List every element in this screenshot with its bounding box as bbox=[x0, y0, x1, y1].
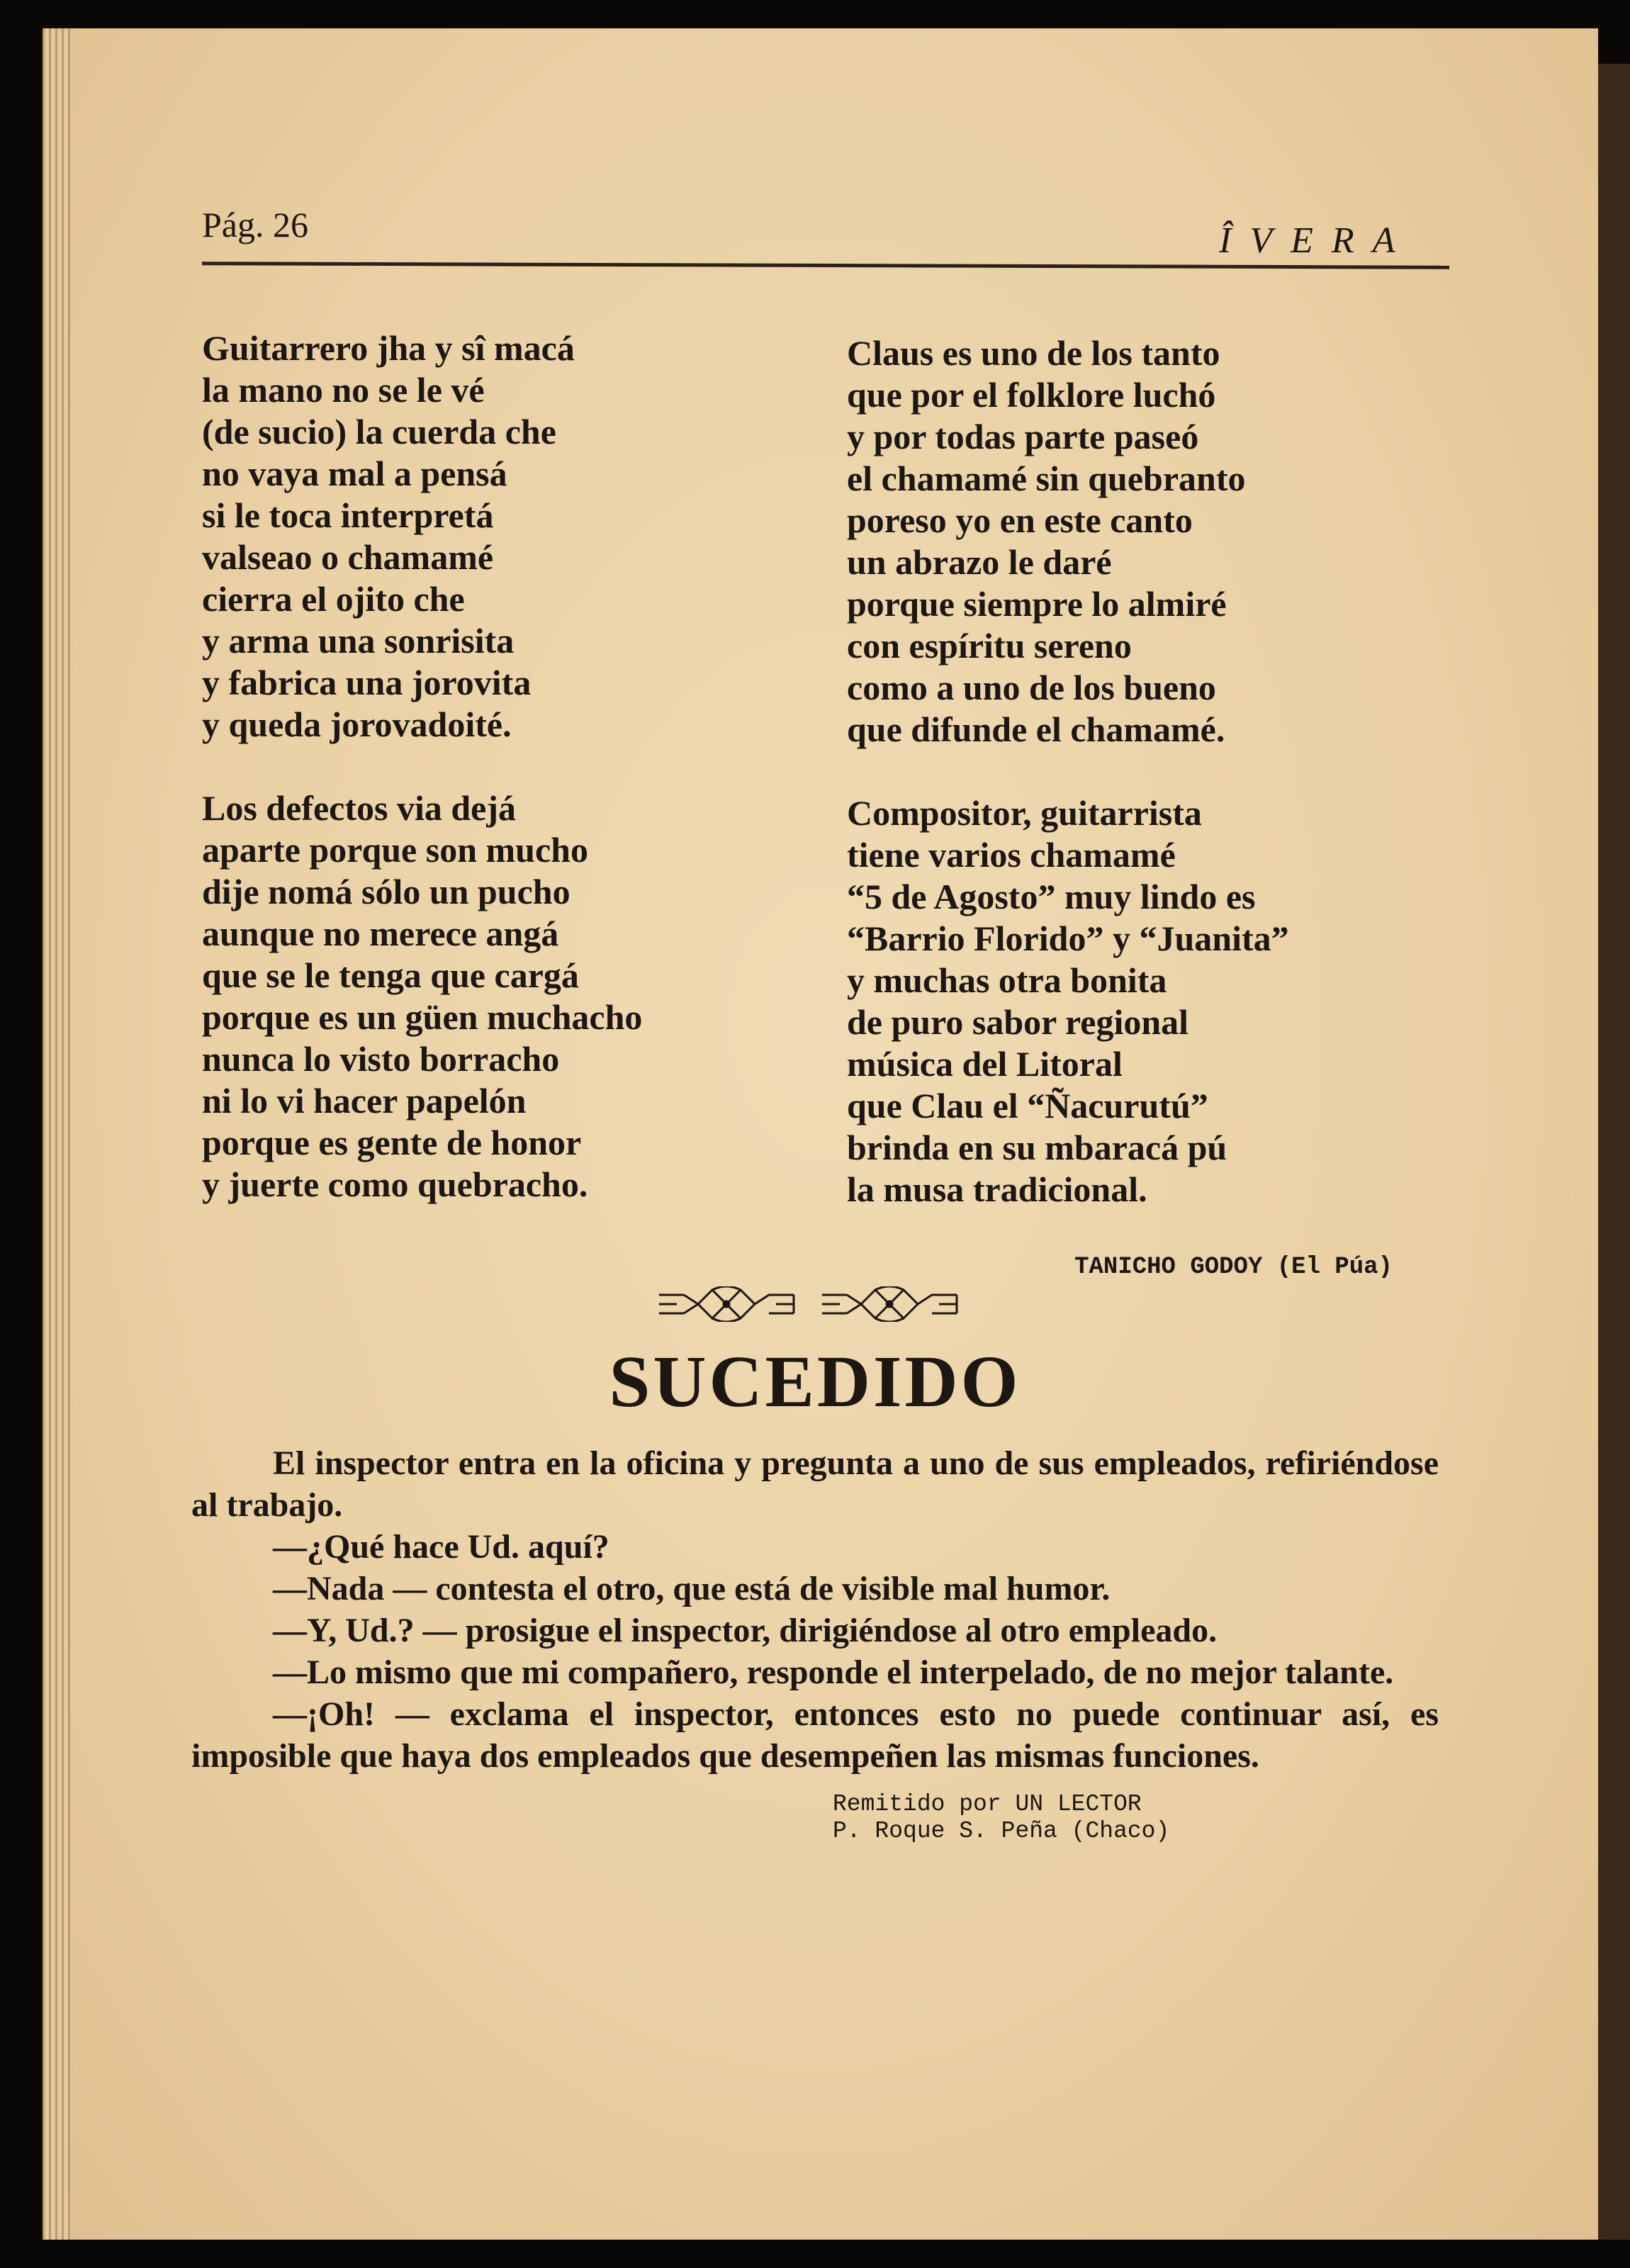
magazine-title: ÎVERA bbox=[1219, 220, 1414, 261]
ornament-divider bbox=[656, 1286, 974, 1322]
stanza bbox=[847, 332, 1289, 751]
poem-line: brinda en su mbaracá pú bbox=[847, 1128, 1227, 1167]
poem-line: que se le tenga que cargá bbox=[202, 955, 579, 995]
credit-sender: Remitido por UN LECTOR bbox=[833, 1791, 1142, 1817]
paragraph: —Nada — contesta el otro, que está de visible mal humor. bbox=[273, 1570, 1111, 1607]
poem-line: no vaya mal a pensá bbox=[202, 454, 507, 493]
poem-line: Los defectos via dejá bbox=[202, 788, 516, 828]
ornament-icon bbox=[822, 1286, 957, 1322]
paragraph: —Y, Ud.? — prosigue el inspector, dirigiéndose al otro empleado. bbox=[273, 1612, 1218, 1649]
poem-line: ni lo vi hacer papelón bbox=[202, 1081, 527, 1121]
poem-signature: TANICHO GODOY (El Púa) bbox=[1074, 1254, 1393, 1281]
poem-line: Claus es uno de los tanto bbox=[847, 333, 1220, 373]
poem-line: porque siempre lo almiré bbox=[847, 584, 1227, 624]
poem-line: porque es gente de honor bbox=[202, 1123, 582, 1162]
poem-right-column bbox=[847, 332, 1289, 1252]
poem-line: valseao o chamamé bbox=[202, 537, 494, 577]
poem-line: si le toca interpretá bbox=[202, 495, 494, 535]
paragraph: El inspector entra en la oficina y pregunta a uno de sus empleados, refiriéndose al trabajo. bbox=[191, 1444, 1439, 1524]
poem-line: y arma una sonrisita bbox=[202, 621, 515, 661]
paragraph: —¡Oh! — exclama el inspector, entonces esto no puede continuar así, es imposible que haya dos empleados que desempeñen las mismas funciones. bbox=[191, 1695, 1439, 1775]
poem-line: porque es un güen muchacho bbox=[202, 997, 643, 1037]
poem-line: la musa tradicional. bbox=[847, 1169, 1147, 1209]
paragraph: —¿Qué hace Ud. aquí? bbox=[273, 1528, 609, 1566]
poem-line: (de sucio) la cuerda che bbox=[202, 412, 556, 451]
poem-line: un abrazo le daré bbox=[847, 542, 1112, 582]
article bbox=[191, 1340, 1439, 1845]
poem-line: y queda jorovadoité. bbox=[202, 704, 512, 744]
article-body bbox=[191, 1442, 1439, 1777]
poem-line: el chamamé sin quebranto bbox=[847, 459, 1246, 498]
poem-left-column bbox=[202, 327, 642, 1247]
poem-line: la mano no se le vé bbox=[202, 370, 485, 410]
ornament-icon bbox=[659, 1286, 794, 1322]
poem-line: y juerte como quebracho. bbox=[202, 1164, 588, 1204]
poem-line: que difunde el chamamé. bbox=[847, 709, 1225, 749]
poem-line: que por el folklore luchó bbox=[847, 375, 1216, 415]
poem-line: aunque no merece angá bbox=[202, 914, 559, 953]
poem-line: con espíritu sereno bbox=[847, 626, 1132, 666]
poem-line: tiene varios chamamé bbox=[847, 835, 1176, 875]
poem-line: dije nomá sólo un pucho bbox=[202, 872, 570, 911]
poem-line: y muchas otra bonita bbox=[847, 960, 1167, 1000]
poem-line: que Clau el “Ñacurutú” bbox=[847, 1086, 1208, 1125]
poem-line: “5 de Agosto” muy lindo es bbox=[847, 877, 1256, 916]
poem-line: “Barrio Florido” y “Juanita” bbox=[847, 919, 1289, 958]
page-number: Pág. 26 bbox=[202, 205, 308, 245]
poem-line: música del Litoral bbox=[847, 1044, 1123, 1084]
poem-line: y por todas parte paseó bbox=[847, 417, 1199, 456]
article-credit bbox=[833, 1791, 1439, 1845]
poem-line: cierra el ojito che bbox=[202, 579, 465, 619]
stanza bbox=[202, 327, 642, 746]
poem-line: y fabrica una jorovita bbox=[202, 663, 532, 702]
article-title: SUCEDIDO bbox=[609, 1341, 1021, 1422]
stanza bbox=[202, 787, 642, 1206]
stanza bbox=[847, 792, 1289, 1211]
credit-location: P. Roque S. Peña (Chaco) bbox=[833, 1818, 1170, 1844]
poem-line: nunca lo visto borracho bbox=[202, 1039, 560, 1079]
paragraph: —Lo mismo que mi compañero, responde el interpelado, de no mejor talante. bbox=[273, 1654, 1394, 1691]
poem-line: como a uno de los bueno bbox=[847, 668, 1216, 707]
poem-line: de puro sabor regional bbox=[847, 1002, 1189, 1042]
poem-line: Guitarrero jha y sî macá bbox=[202, 328, 575, 368]
poem-line: poreso yo en este canto bbox=[847, 500, 1193, 540]
poem-line: aparte porque son mucho bbox=[202, 830, 588, 870]
page-edges bbox=[43, 28, 71, 2240]
poem-line: Compositor, guitarrista bbox=[847, 793, 1202, 833]
binding-shadow bbox=[1598, 64, 1630, 2240]
